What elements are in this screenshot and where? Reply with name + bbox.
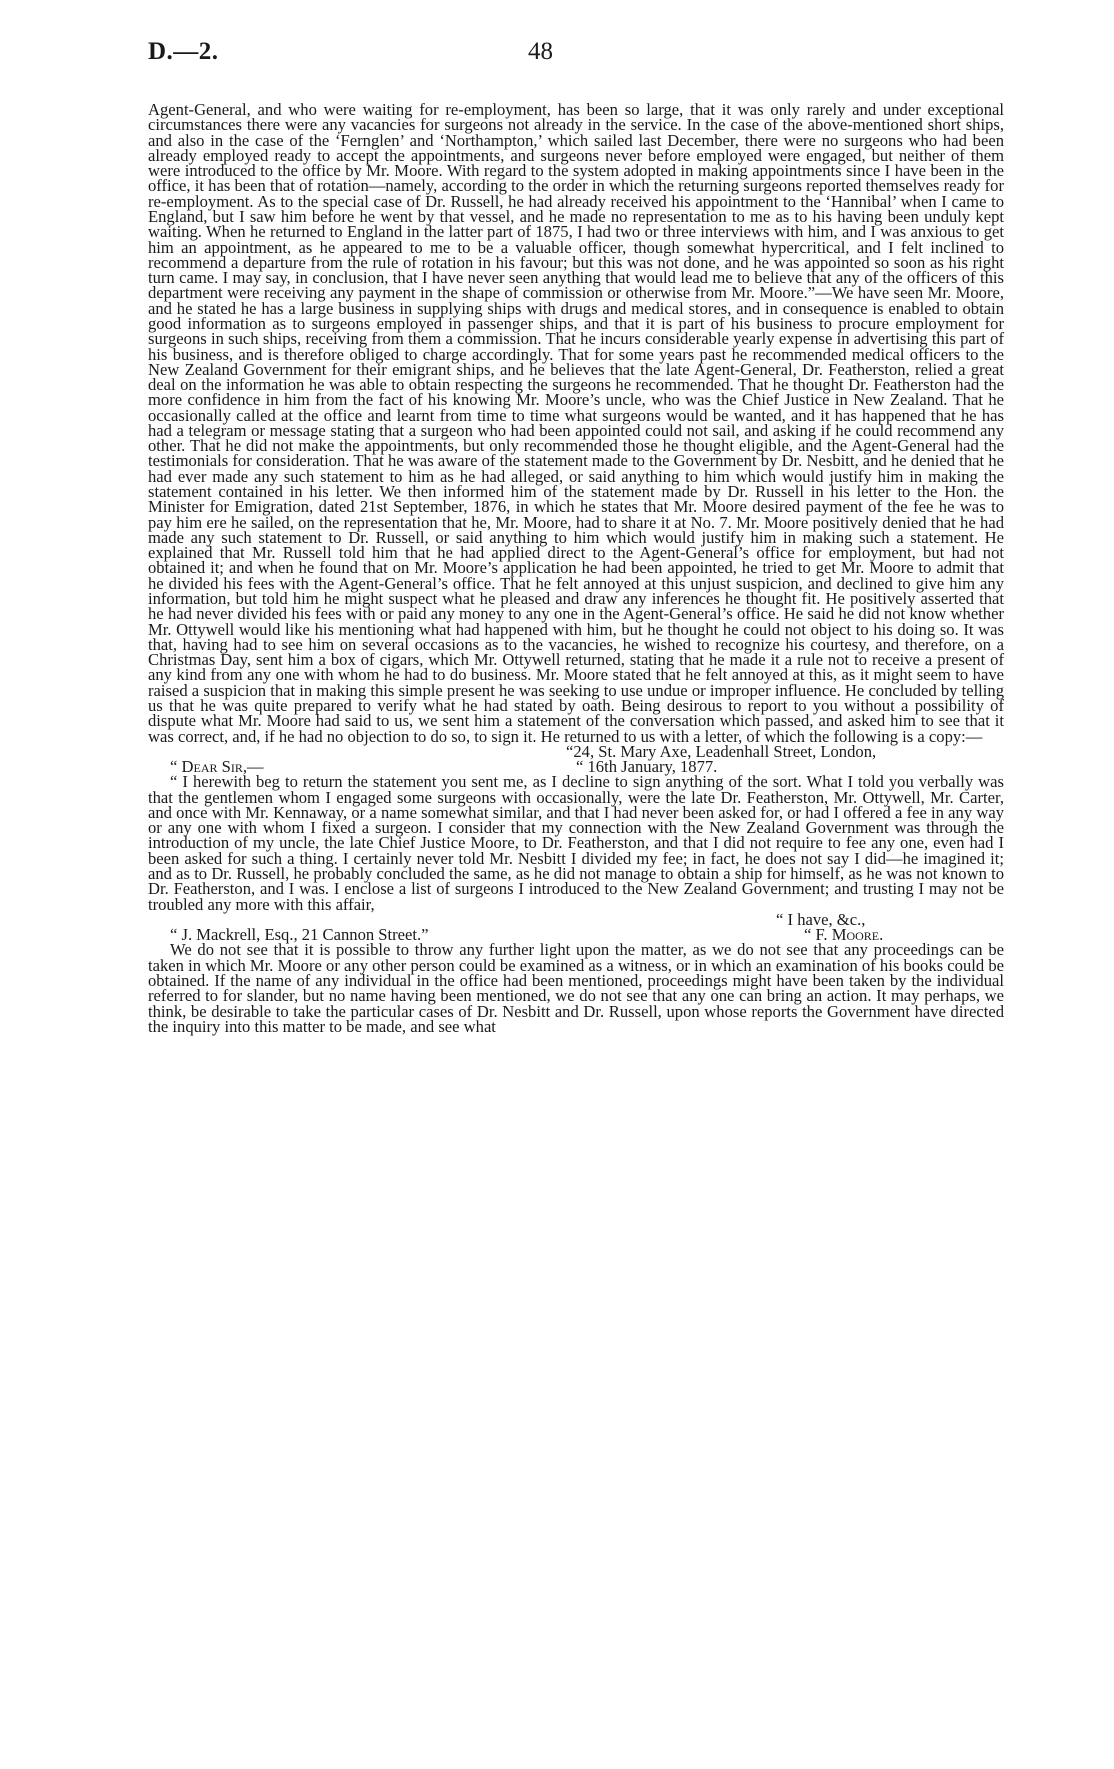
page-body <box>148 102 1004 1034</box>
paragraph-final: We do not see that it is possible to throw any further light upon the matter, as we do not see that any proceedings can be taken in which Mr. Moore or any other person could be examined as a witness, or in which an examination of his books could be obtained. If the name of any individual in the office had been mentioned, proceedings might have been taken by the individual referred to for slander, but no name having been mentioned, we do not see that any one can bring an action. It may perhaps, we think, be desirable to take the particular cases of Dr. Nesbitt and Dr. Russell, upon whose reports the Government have directed the inquiry into this matter to be made, and see what <box>148 940 1004 1036</box>
series-label: D.—2. <box>148 38 219 65</box>
letter-salutation: “ Dear Sir,— <box>170 757 264 777</box>
letter-body: “ I herewith beg to return the statement you sent me, as I decline to sign anything of the sort. What I told you verbally was that the gentlemen whom I engaged some surgeons with occasionally, were the late Dr. Featherston, Mr. Ottywell, Mr. Carter, and once with Mr. Kennaway, or a name somewhat similar, and that I had never been asked for, or had I offered a fee in any way or any one with whom I fixed a surgeon. I consider that my connection with the New Zealand Government was through the introduction of my uncle, the late Chief Justice Moore, to Dr. Featherston, and that I did not require to fee any one, even had I been asked for such a thing. I certainly never told Mr. Nesbitt I divided my fee; in fact, he does not say I did—he imagined it; and as to Dr. Russell, he probably concluded the same, as he did not manage to obtain a ship for himself, as he was not known to Dr. Featherston, and I was. I enclose a list of surgeons I introduced to the New Zealand Government; and trusting I may not be troubled any more with this affair, <box>148 772 1004 914</box>
letter-signature: “ F. Moore. <box>804 925 884 945</box>
paragraph-main: Agent-General, and who were waiting for re-employment, has been so large, that it was only rarely and under exceptional circumstances there were any vacancies for surgeons not already in the service. In the case of the above-mentioned short ships, and also in the case of the ‘Fernglen’ and ‘Northampton,’ which sailed last December, there were no surgeons who had been already employed ready to accept the appointments, and surgeons never before employed were engaged, but neither of them were introduced to the office by Mr. Moore. With regard to the system adopted in making appointments since I have been in the office, it has been that of rotation—namely, according to the order in which the returning surgeons reported themselves ready for re-employment. As to the special case of Dr. Russell, he had already received his appointment to the ‘Hannibal’ when I came to England, but I saw him before he went by that vessel, and he made no representation to me as to his having been unduly kept waiting. When he returned to England in the latter part of 1875, I had two or three interviews with him, and I was anxious to get him an appointment, as he appeared to me to be a valuable officer, though somewhat hypercritical, and I felt inclined to recommend a departure from the rule of rotation in his favour; but this was not done, and he was appointed so soon as his right turn came. I may say, in conclusion, that I have never seen anything that would lead me to believe that any of the officers of this department were receiving any payment in the shape of commission or otherwise from Mr. Moore.”—We have seen Mr. Moore, and he stated he has a large business in supplying ships with drugs and medical stores, and in consequence is enabled to obtain good information as to surgeons employed in passenger ships, and that it is part of his business to procure employment for surgeons in such ships, receiving from them a commission. That he incurs considerable yearly expense in advertising this part of his business, and is therefore obliged to charge accordingly. That for some years past he recommended medical officers to the New Zealand Government for their emigrant ships, and he believes that the late Agent-General, Dr. Featherston, relied a great deal on the information he was able to obtain respecting the surgeons he recommended. That he thought Dr. Featherston had the more confidence in him from the fact of his knowing Mr. Moore’s uncle, who was the Chief Justice in New Zealand. That he occasionally called at the office and learnt from time to time what surgeons would be wanted, and it has happened that he has had a telegram or message stating that a surgeon who had been appointed could not sail, and asking if he could recommend any other. That he did not make the appointments, but only recommended those he thought eligible, and the Agent-General had the testimonials for consideration. That he was aware of the statement made to the Government by Dr. Nesbitt, and he denied that he had ever made any such statement to him as he had alleged, or said anything to him which would justify him in making the statement contained in his letter. We then informed him of the statement made by Dr. Russell in his letter to the Hon. the Minister for Emigration, dated 21st September, 1876, in which he states that Mr. Moore desired payment of the fee he was to pay him ere he sailed, on the representation that he, Mr. Moore, had to share it at No. 7. Mr. Moore positively denied that he had made any such statement to Dr. Russell, or said anything to him which would justify him in making such a statement. He explained that Mr. Russell told him that he had applied direct to the Agent-General’s office for employment, but had not obtained it; and when he found that on Mr. Moore’s application he had been appointed, he tried to get Mr. Moore to admit that he divided his fees with the Agent-General’s office. That he felt annoyed at this unjust suspicion, and declined to give him any information, but told him he might suspect what he pleased and draw any inferences he thought fit. He positively asserted that he had never divided his fees with or paid any money to any one in the Agent-General’s office. He said he did not know whether Mr. Ottywell would like his mentioning what had happened with him, but he thought he could not object to his doing so. It was that, having had to see him on several occasions as to the vacancies, he wished to recognize his courtesy, and therefore, on a Christmas Day, sent him a box of cigars, which Mr. Ottywell returned, stating that he made it a rule not to receive a present of any kind from any one with whom he had to do business. Mr. Moore stated that he felt annoyed at this, as it might seem to have raised a suspicion that in making this simple present he was seeking to use undue or improper influence. He concluded by telling us that he was quite prepared to verify what he had stated by oath. Being desirous to report to you without a possibility of dispute what Mr. Moore had said to us, we sent him a statement of the conversation which passed, and asked him to see that it was correct, and, if he had no objection to do so, to sign it. He returned to us with a letter, of which the following is a copy:— <box>148 100 1004 746</box>
letter-date: “ 16th January, 1877. <box>576 757 718 777</box>
letter-addressee: “ J. Mackrell, Esq., 21 Cannon Street.” <box>170 925 429 945</box>
page-number: 48 <box>528 38 553 65</box>
letter-signoff: “ I have, &c., <box>776 909 866 929</box>
letter-closing-row <box>148 925 1004 945</box>
page-header <box>148 38 1004 78</box>
letter-heading-row <box>148 757 1004 777</box>
letter-address: “24, St. Mary Axe, Leadenhall Street, London, <box>566 741 877 761</box>
